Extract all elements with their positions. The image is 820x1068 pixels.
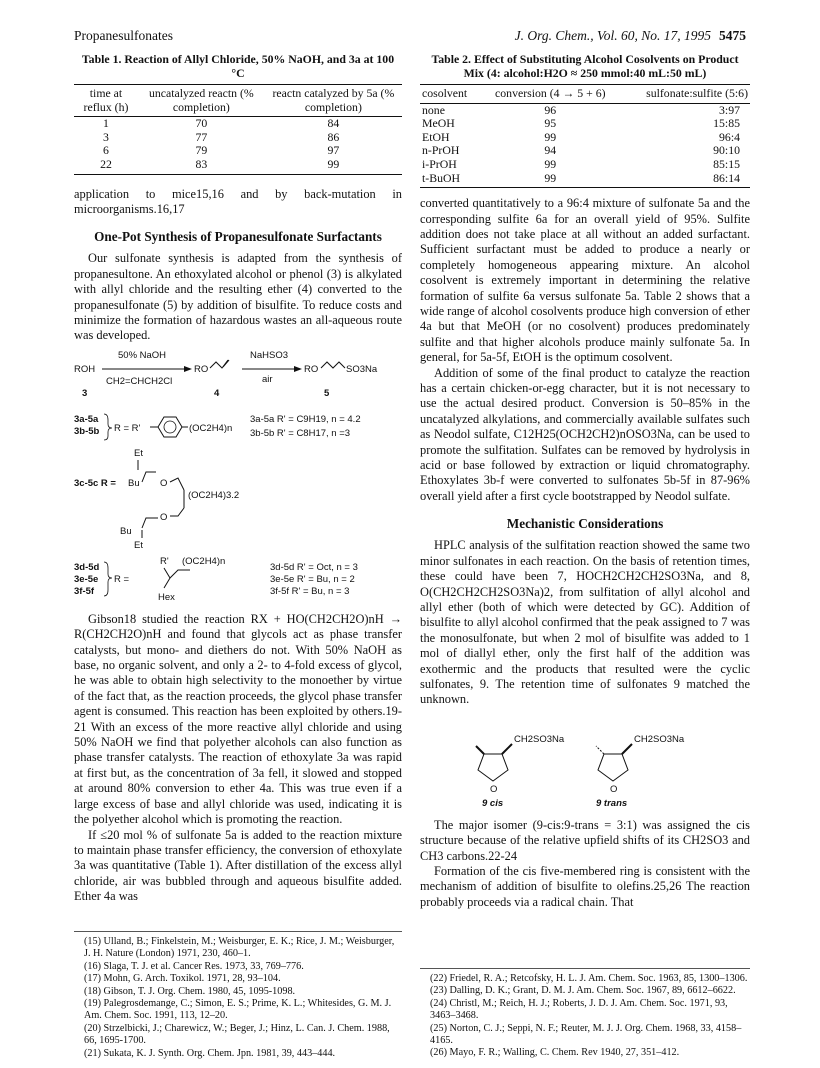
scheme-so3na: SO3Na	[346, 363, 378, 375]
table-cell: 99	[265, 158, 402, 174]
label-3a-5a: 3a-5a	[74, 413, 99, 425]
footnote-rule-right	[420, 968, 750, 969]
arrow-2-head	[294, 366, 302, 372]
table-row	[74, 131, 402, 145]
row2-bu-bottom: Bu	[120, 525, 132, 537]
row2-chain: (OC2H4)3.2	[188, 489, 240, 501]
table1	[74, 84, 402, 175]
table-row	[420, 131, 750, 145]
paragraph-major-isomer: The major isomer (9-cis:9-trans = 3:1) was assigned the cis structure because of the relative upfield shifts of its CH2SO3 and CH3 carbons.22-24	[420, 817, 750, 863]
table-cell: 70	[195, 116, 208, 131]
table-cell: 99	[544, 129, 557, 144]
label-9-cis: 9 cis	[482, 797, 504, 809]
scheme-reagent-allylchloride: CH2=CHCH2Cl	[106, 375, 173, 387]
table-cell: 85:15	[713, 156, 740, 171]
trans-group: CH2SO3Na	[634, 733, 685, 745]
footnote: (21) Sukata, K. J. Synth. Org. Chem. Jpn. 1981, 39, 443–444.	[84, 1047, 336, 1059]
brace-row1	[104, 414, 112, 440]
row3-chain-bond	[170, 570, 190, 578]
section-title-mechanistic: Mechanistic Considerations	[506, 516, 664, 532]
trans-ch2-wedge	[622, 744, 632, 754]
table-cell: 15:85	[713, 116, 740, 131]
row2-label: 3c-5c R =	[74, 477, 116, 489]
table2-header-0: cosolvent	[420, 85, 480, 104]
table-cell: 96	[544, 102, 557, 117]
table-row	[74, 158, 402, 174]
row1-r-equals: R = R'	[114, 422, 141, 434]
table-cell: 3	[103, 129, 109, 144]
row3-def-e: 3e-5e R' = Bu, n = 2	[270, 573, 355, 585]
table-row	[420, 117, 750, 131]
compound-num-4: 4	[214, 387, 220, 399]
scheme-reagent-air: air	[262, 373, 273, 385]
footnote: (22) Friedel, R. A.; Retcofsky, H. L. J. Am. Chem. Soc. 1963, 85, 1300–1306.	[430, 973, 748, 984]
table-row	[74, 144, 402, 158]
paragraph-mice: application to mice15,16 and by back-mutation in microorganisms.16,17	[74, 186, 402, 216]
table1-header-2: reactn catalyzed by 5a (% completion)	[265, 85, 402, 117]
scheme-drawing	[74, 348, 402, 604]
page-number: 5475	[719, 28, 746, 43]
cis-o: O	[490, 783, 498, 795]
row2-et-bottom: Et	[134, 539, 143, 551]
paragraph-formation: Formation of the cis five-membered ring is consistent with the mechanism of addition of bisulfite to olefins.25,26 The reaction probably proceeds via a radical chain. That	[420, 863, 750, 909]
row3-label-f: 3f-5f	[74, 585, 95, 597]
footnote: (24) Christl, M.; Reich, H. J.; Roberts, J. D. J. Am. Chem. Soc. 1971, 93, 3463–3468.	[430, 997, 728, 1022]
row3-def-f: 3f-5f R' = Bu, n = 3	[270, 585, 350, 597]
table-cell: i-PrOH	[422, 156, 457, 171]
row2-o-bottom: O	[160, 511, 168, 523]
footnote: (25) Norton, C. J.; Seppi, N. F.; Reuter, M. J. J. Org. Chem. 1968, 33, 4158–4165.	[430, 1022, 742, 1047]
cyclic-drawing	[420, 712, 750, 810]
table-cell: 99	[544, 156, 557, 171]
compound-num-5: 5	[324, 387, 330, 399]
table-cell: 79	[195, 143, 208, 158]
table-cell: 77	[195, 129, 208, 144]
cis-group: CH2SO3Na	[514, 733, 565, 745]
benzene-ring	[158, 417, 182, 437]
table-cell: 99	[480, 172, 620, 188]
right-column	[420, 52, 750, 910]
table-row	[420, 103, 750, 117]
footnote: (18) Gibson, T. J. Org. Chem. 1980, 45, 1095-1098.	[84, 985, 296, 997]
row2-o-top: O	[160, 477, 168, 489]
cyclic-sulfonates-figure	[420, 712, 750, 810]
table-cell: 97	[327, 143, 340, 158]
paragraph-synthesis: Our sulfonate synthesis is adapted from the synthesis of propanesultone. An ethoxylated alcohol or phenol (3) is alkylated with allyl chloride and the resulting ether (4) converted to the propanesulfonate (5) by addition of bisulfite. To reduce costs and minimize the formation of hazardous wastes an all-aqueous route was developed.	[74, 251, 402, 343]
row3-r-equals: R =	[114, 573, 130, 585]
table-row	[420, 158, 750, 172]
row3-def-d: 3d-5d R' = Oct, n = 3	[270, 561, 358, 573]
cis-ring	[478, 754, 508, 781]
trans-methyl-hash	[596, 746, 604, 754]
table-cell: t-BuOH	[420, 172, 480, 188]
table-row	[74, 117, 402, 131]
scheme-reagent-naoh: 50% NaOH	[118, 349, 167, 361]
paragraph-converted: converted quantitatively to a 96:4 mixture of sulfonate 5a and the corresponding sulfite 6a for an overall yield of 95%. Sulfite addition does not take place at all without an added surfactant. Sufficient surfactant must be added to produce a nearly or completely homogeneous appearing mixture. An alcohol cosolvent is extremely important in determining the relative formation of sulfite 6a versus sulfonate 5a. Table 2 shows that a wide range of alcohol cosolvents produce high conversion of ether 4a but that MeOH (or no cosolvent) produces predominately sulfite and that higher alcohols produce mainly sulfonate 5a. In general, for 5a-5f, EtOH is the optimum cosolvent.	[420, 196, 750, 365]
row2-link-bottom	[170, 508, 184, 516]
table-cell: 86:14	[620, 172, 750, 188]
table-row	[420, 172, 750, 188]
row2-bu-top: Bu	[128, 477, 140, 489]
table-cell: 83	[138, 158, 265, 174]
row1-def-b: 3b-5b R' = C8H17, n =3	[250, 427, 351, 439]
brace-row3	[104, 562, 112, 596]
footnotes-left	[74, 931, 402, 1060]
table2-header-1: conversion (4 → 5 + 6)	[480, 85, 620, 104]
row3-rprime: R'	[160, 555, 169, 567]
footnote: (15) Ulland, B.; Finkelstein, M.; Weisburger, E. K.; Rice, J. M.; Weisburger, J. H. Nature (London) 1971, 230, 460–1.	[84, 936, 395, 960]
scheme-ro-2: RO	[304, 363, 319, 375]
table-cell: 94	[544, 143, 557, 158]
row2-et-top: Et	[134, 447, 143, 459]
label-9-trans: 9 trans	[596, 797, 628, 809]
propyl-chain	[321, 362, 345, 368]
scheme-reagent-nahso3: NaHSO3	[250, 349, 289, 361]
footnote: (16) Slaga, T. J. et al. Cancer Res. 1973, 33, 769–776.	[84, 960, 304, 972]
scheme-ro-1: RO	[194, 363, 209, 375]
row1-chain: (OC2H4)n	[189, 422, 233, 434]
running-title: Propanesulfonates	[74, 28, 173, 43]
footnote: (23) Dalling, D. K.; Grant, D. M. J. Am. Chem. Soc. 1967, 89, 6612–6622.	[430, 985, 736, 997]
trans-o: O	[610, 783, 618, 795]
benzene-aromatic	[164, 421, 176, 433]
table-cell: 22	[74, 158, 138, 174]
scheme-roh: ROH	[74, 363, 96, 375]
footnotes-right	[420, 968, 750, 1060]
compound-num-3: 3	[82, 387, 88, 399]
section-title-synthesis: One-Pot Synthesis of Propanesulfonate Surfactants	[94, 229, 382, 245]
running-header	[74, 28, 746, 46]
row3-label-d: 3d-5d	[74, 561, 100, 573]
cis-ch2-wedge	[502, 744, 512, 754]
row3-label-e: 3e-5e	[74, 573, 99, 585]
footnote: (26) Mayo, F. R.; Walling, C. Chem. Rev 1940, 27, 351–412.	[430, 1047, 680, 1059]
paragraph-gibson: Gibson18 studied the reaction RX + HO(CH2CH2O)nH → R(CH2CH2O)nH and found that glycols act as phase transfer catalysts, but mono- and diethers do not. With 50% NaOH as base, no organic solvent, and only a 2- to 4-fold excess of glycol, he was able to obtain high selectivity to the monoether by virtue of the fact that, as the reaction proceeds, the glycol phase transfer agent is consumed. This reaction has been exploited by others.19-21 With an excess of the more reactive allyl chloride and using 50% NaOH we find that polyether alcohols can also function as phase transfer catalysts. The reaction of ethoxylate 3a was rapid at first but, as the concentration of 3a fell, it slowed and stopped at around 80% conversion to ether 4a. This was true even if a large excess of base and allyl chloride was used, indicating it is the polyether alcohol which is promoting the reaction.	[74, 611, 402, 827]
table-cell: 1	[103, 116, 109, 131]
table-cell: 84	[327, 116, 340, 131]
row2-chain-top	[142, 472, 156, 482]
journal-name: J. Org. Chem., Vol. 60, No. 17, 1995	[514, 28, 711, 43]
table-cell: 95	[544, 116, 557, 131]
table-cell: 86	[327, 129, 340, 144]
table2-title: Table 2. Effect of Substituting Alcohol Cosolvents on Product Mix (4: alcohol:H2O ≈ 250 mmol:40 mL:50 mL)	[431, 52, 739, 80]
allyl-double-bond	[223, 360, 229, 367]
arrow-1-head	[184, 366, 192, 372]
row3-hex: Hex	[158, 591, 175, 603]
row1-def-a: 3a-5a R' = C9H19, n = 4.2	[250, 413, 361, 425]
table-cell: none	[422, 102, 445, 117]
row2-link-top	[170, 478, 184, 490]
left-column	[74, 52, 402, 905]
table-cell: EtOH	[422, 129, 450, 144]
footnote: (19) Palegrosdemange, C.; Simon, E. S.; Prime, K. L.; Whitesides, G. M. J. Am. Chem. Soc. 1991, 113, 12–20.	[84, 998, 392, 1022]
table1-title: Table 1. Reaction of Allyl Chloride, 50% NaOH, and 3a at 100 °C	[81, 52, 395, 80]
journal-citation	[515, 28, 746, 44]
footnote: (20) Strzelbicki, J.; Charewicz, W.; Beger, J.; Hinz, L. Can. J. Chem. 1988, 66, 1695-1700.	[84, 1022, 390, 1047]
row3-branch	[164, 568, 170, 588]
table-cell: 3:97	[719, 102, 740, 117]
table-cell: 96:4	[719, 129, 740, 144]
table-cell: 6	[103, 143, 109, 158]
table-row	[420, 144, 750, 158]
row2-chain-bottom	[142, 518, 158, 528]
reaction-scheme	[74, 348, 402, 604]
row3-chain: (OC2H4)n	[182, 555, 226, 567]
paragraph-chicken-egg: Addition of some of the final product to catalyze the reaction has a certain chicken-or-egg character, but it is not necessary to use the actual desired product. Conversion is 50–85% in the uncatalyzed alkylations, and commercially available sulfates such as Neodol sulfate, C12H25(OCH2CH2)nOSO3Na, can be used to promote the sulfitation. Sulfates can be removed by hydrolysis in acid or base followed by extraction or liquid chromatography. Ethoxylates 3b-f were converted to sulfonates 5b-5f in 87-96% overall yield after a first cycle bootstrapped by Neodol sulfate.	[420, 365, 750, 503]
table2	[420, 84, 750, 188]
table2-header-2: sulfonate:sulfite (5:6)	[620, 85, 750, 104]
paragraph-hplc: HPLC analysis of the sulfitation reaction showed the same two minor sulfonates in each reaction. On the basis of retention times, these could have been 7, HOCH2CH2CH2SO3Na, and 8, O(CH2CH2CH2SO3Na)2, from sulfitation of allyl alcohol and allyl ether (both of which were detected by GC). Addition of bisulfite to allyl alcohol confirmed that the peak assigned to 7 was the monosulfonate, but when 2 mol of bisulfite was added to 1 mol of diallyl ether, only the first half of the addition was exothermic and the products that resulted were the cyclic sulfonates, 9. The retention time of sulfonates 9 matched the unknown.	[420, 538, 750, 707]
table1-header-0: time at reflux (h)	[74, 85, 138, 117]
cis-methyl-wedge	[476, 746, 484, 754]
label-3b-5b: 3b-5b	[74, 425, 100, 437]
table-cell: MeOH	[422, 116, 455, 131]
table-cell: n-PrOH	[422, 143, 460, 158]
paragraph-sulfonate-added: If ≤20 mol % of sulfonate 5a is added to the reaction mixture to maintain phase transfer efficiency, the conversion of ethoxylate 3a was quantitative (Table 1). After distillation of the excess allyl chloride, air was bubbled through and aqueous bisulfite added. Ether 4a was	[74, 827, 402, 904]
table-cell: 90:10	[713, 143, 740, 158]
footnote-rule-left	[74, 931, 402, 932]
table1-header-1: uncatalyzed reactn (% completion)	[138, 85, 265, 117]
trans-ring	[598, 754, 628, 781]
footnote: (17) Mohn, G. Arch. Toxikol. 1971, 28, 93–104.	[84, 973, 281, 985]
